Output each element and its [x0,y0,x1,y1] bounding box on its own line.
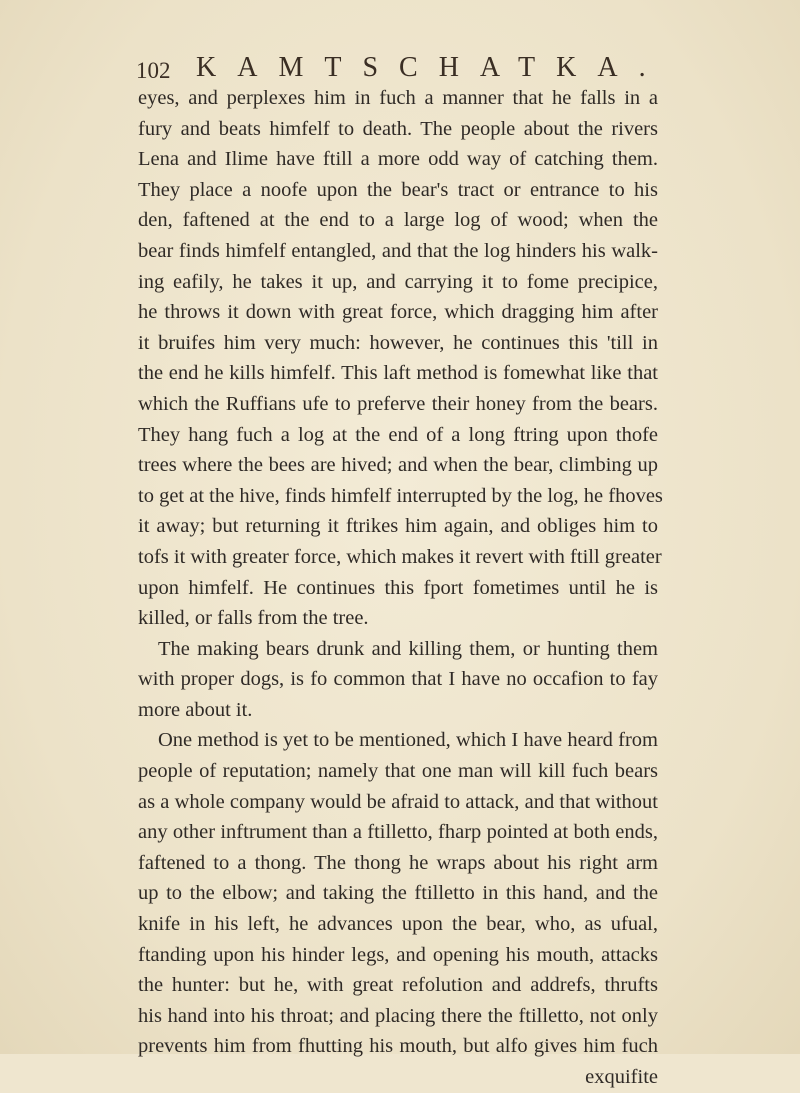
text-line: more about it. [138,698,253,721]
text-line: up to the elbow; and taking the ftilletto in this hand, and the [138,882,658,905]
text-line: he throws it down with great force, which dragging him after [138,301,658,324]
text-line: ftanding upon his hinder legs, and opening his mouth, attacks [138,943,658,966]
text-line: people of reputation; namely that one man will kill fuch bears [138,760,658,783]
text-line: Lena and Ilime have ftill a more odd way of catching them. [138,148,658,171]
text-line: ing eafily, he takes it up, and carrying it to fome precipice, [138,270,658,293]
text-line: his hand into his throat; and placing there the ftilletto, not only [138,1004,658,1027]
text-line: with proper dogs, is fo common that I have no occafion to fay [138,668,658,691]
text-line: trees where the bees are hived; and when the bear, climbing up [138,454,658,477]
text-line: killed, or falls from the tree. [138,607,369,630]
text-line: fury and beats himfelf to death. The people about the rivers [138,117,658,140]
text-line: upon himfelf. He continues this fport fometimes until he is [138,576,658,599]
text-line: bear finds himfelf entangled, and that the log hinders his walk- [138,239,658,262]
text-line: the hunter: but he, with great refolution and addrefs, thrufts [138,974,658,997]
text-line: faftened to a thong. The thong he wraps about his right arm [138,851,658,874]
body-text [138,83,663,1093]
text-line: it bruifes him very much: however, he continues this 'till in [138,331,658,354]
text-line: eyes, and perplexes him in fuch a manner that he falls in a [138,87,658,109]
text-line: which the Ruffians ufe to preferve their honey from the bears. [138,392,658,415]
running-title: KAMTSCHATKA. [196,52,667,83]
catchword: exquifite [585,1066,658,1088]
text-line: The making bears drunk and killing them, or hunting them [158,637,658,660]
text-line: They hang fuch a log at the end of a long ftring upon thofe [138,423,658,446]
text-line: to get at the hive, finds himfelf interrupted by the log, he fhoves [138,484,663,507]
text-line: any other inftrument than a ftilletto, fharp pointed at both ends, [138,821,658,844]
text-line: One method is yet to be mentioned, which I have heard from [158,729,658,752]
text-line: den, faftened at the end to a large log of wood; when the [138,209,658,232]
text-line: They place a noofe upon the bear's tract or entrance to his [138,178,658,201]
text-line: knife in his left, he advances upon the bear, who, as ufual, [138,913,658,936]
text-line: tofs it with greater force, which makes it revert with ftill greater [138,545,662,568]
page-number: 102 [136,58,171,83]
text-line: as a whole company would be afraid to attack, and that without [138,790,658,813]
text-line: prevents him from fhutting his mouth, but alfo gives him fuch [138,1035,658,1058]
text-line: the end he kills himfelf. This laft method is fomewhat like that [138,362,658,385]
text-line: it away; but returning it ftrikes him again, and obliges him to [138,515,658,538]
